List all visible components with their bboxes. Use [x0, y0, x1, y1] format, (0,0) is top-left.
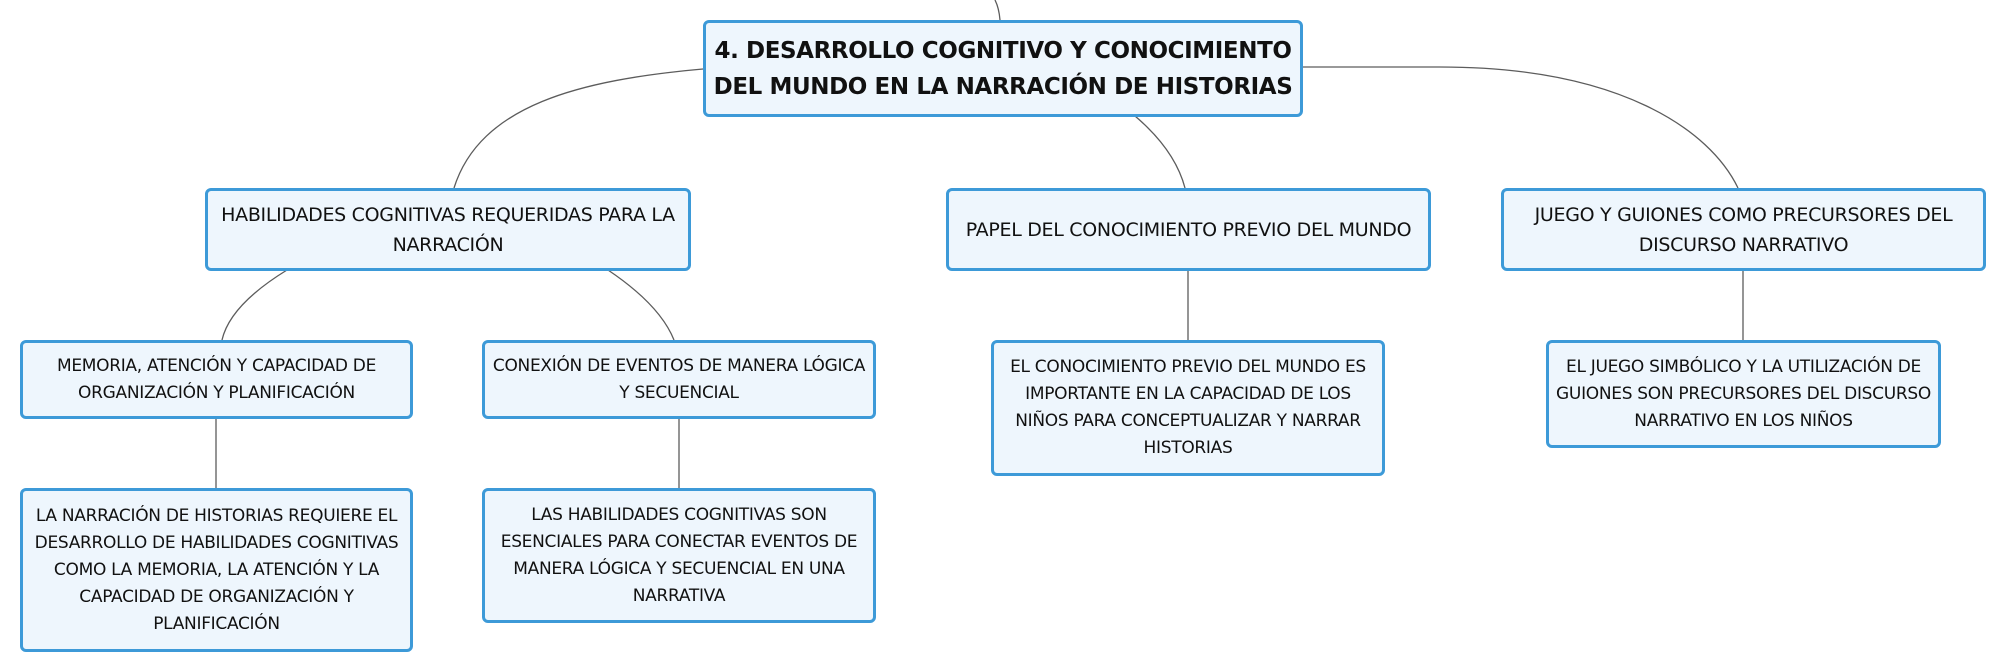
connector-root-to-world-knowledge — [1135, 116, 1185, 188]
root-topic[interactable] — [703, 20, 1303, 117]
topic-world-knowledge-label: PAPEL DEL CONOCIMIENTO PREVIO DEL MUNDO — [965, 218, 1412, 241]
subtopic-memory-attention[interactable] — [20, 340, 413, 419]
detail-event-connection-text: LAS HABILIDADES COGNITIVAS SON ESENCIALES PARA CONECTAR EVENTOS DE MANERA LÓGICA Y SECUENCIAL EN UNA NARRATIVA — [500, 504, 858, 606]
detail-event-connection[interactable] — [482, 488, 876, 623]
topic-cognitive-skills[interactable] — [205, 188, 691, 271]
connector-cognitive-to-memory — [222, 270, 287, 340]
topic-play-scripts[interactable] — [1501, 188, 1986, 271]
detail-world-knowledge[interactable] — [991, 340, 1385, 476]
topic-play-scripts-label: JUEGO Y GUIONES COMO PRECURSORES DEL DISCURSO NARRATIVO — [1534, 203, 1953, 256]
connector-root-to-play-scripts — [1303, 67, 1738, 188]
subtopic-memory-attention-label: MEMORIA, ATENCIÓN Y CAPACIDAD DE ORGANIZACIÓN Y PLANIFICACIÓN — [56, 355, 377, 403]
subtopic-event-connection[interactable] — [482, 340, 876, 419]
detail-play-scripts-text: EL JUEGO SIMBÓLICO Y LA UTILIZACIÓN DE GUIONES SON PRECURSORES DEL DISCURSO NARRATIVO EN LOS NIÑOS — [1556, 356, 1931, 431]
topic-cognitive-skills-label: HABILIDADES COGNITIVAS REQUERIDAS PARA LA NARRACIÓN — [221, 203, 675, 256]
connector-cognitive-to-events — [608, 270, 674, 340]
topic-world-knowledge[interactable] — [946, 188, 1431, 271]
detail-memory-attention[interactable] — [20, 488, 413, 652]
connector-parent-to-root — [995, 0, 1000, 20]
detail-memory-attention-text: LA NARRACIÓN DE HISTORIAS REQUIERE EL DESARROLLO DE HABILIDADES COGNITIVAS COMO LA MEMORIA, LA ATENCIÓN Y LA CAPACIDAD DE ORGANIZACIÓN Y PLANIFICACIÓN — [34, 505, 399, 634]
connector-root-to-cognitive-skills — [454, 69, 703, 188]
subtopic-event-connection-label: CONEXIÓN DE EVENTOS DE MANERA LÓGICA Y SECUENCIAL — [492, 355, 866, 403]
detail-world-knowledge-text: EL CONOCIMIENTO PREVIO DEL MUNDO ES IMPORTANTE EN LA CAPACIDAD DE LOS NIÑOS PARA CONCEPTUALIZAR Y NARRAR HISTORIAS — [1010, 357, 1366, 458]
detail-play-scripts[interactable] — [1546, 340, 1941, 448]
root-topic-label: 4. DESARROLLO COGNITIVO Y CONOCIMIENTO DEL MUNDO EN LA NARRACIÓN DE HISTORIAS — [713, 37, 1293, 100]
